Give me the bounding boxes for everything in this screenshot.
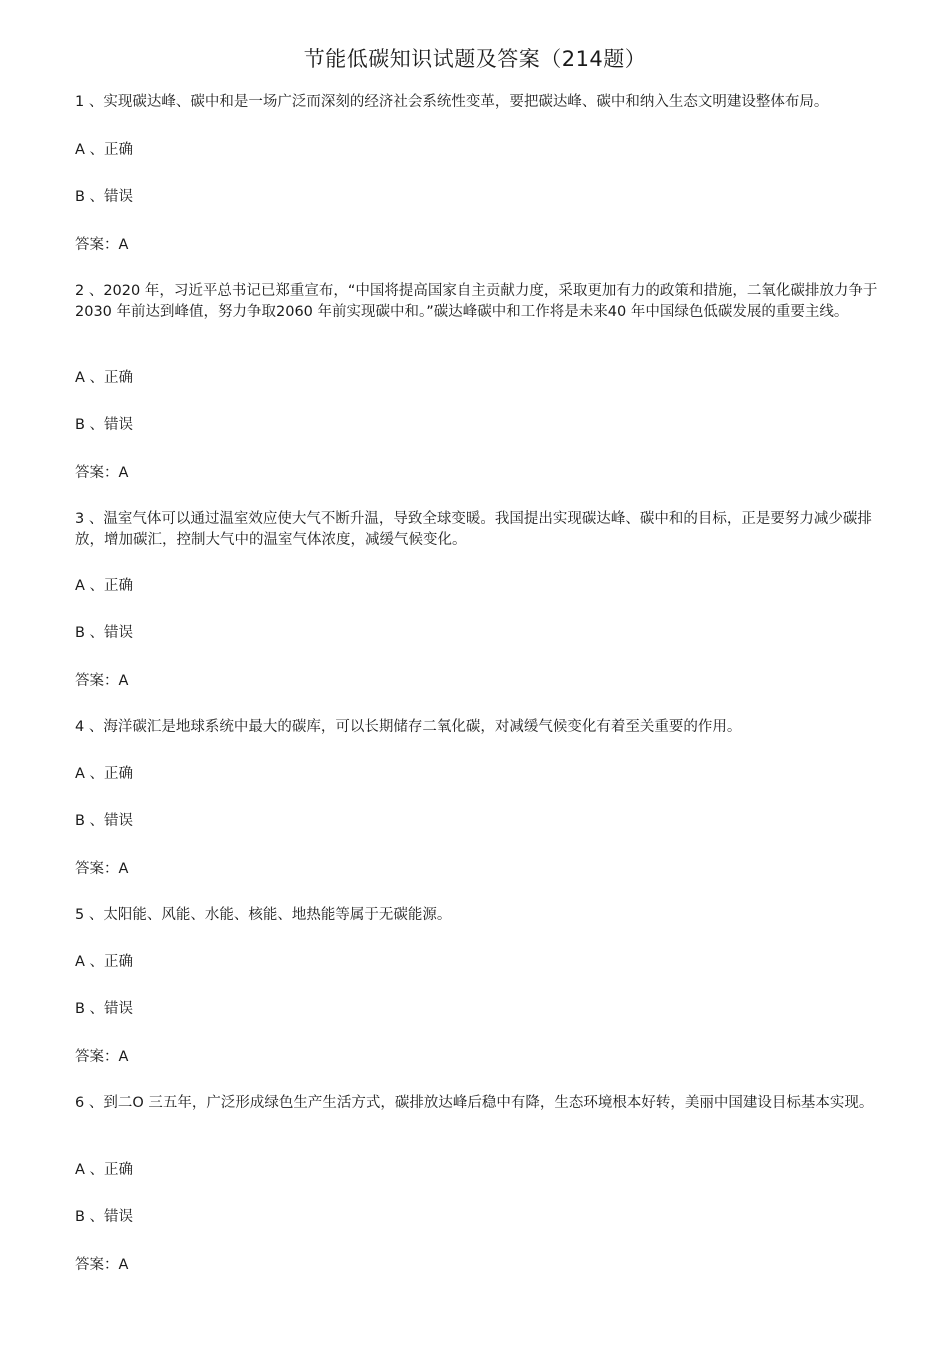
- question-1: [75, 92, 880, 253]
- option-a: A 、正确: [75, 766, 134, 782]
- option-a: A 、正确: [75, 142, 134, 158]
- question-text: 3 、温室气体可以通过温室效应使大气不断升温，导致全球变暖。我国提出实现碳达峰、碳中和的目标，正是要努力减少碳排放，增加碳汇，控制大气中的温室气体浓度，减缓气候变化。: [75, 511, 872, 548]
- question-text: 2 、2020 年，习近平总书记已郑重宣布，“中国将提高国家自主贡献力度，采取更加有力的政策和措施，二氧化碳排放力争于2030 年前达到峰值，努力争取2060 年前实现碳中和。”碳达峰碳中和工作将是未来40 年中国绿色低碳发展的重要主线。: [75, 283, 878, 320]
- option-a: A 、正确: [75, 954, 134, 970]
- question-text: 1 、实现碳达峰、碳中和是一场广泛而深刻的经济社会系统性变革，要把碳达峰、碳中和纳入生态文明建设整体布局。: [75, 94, 829, 110]
- document-title: 节能低碳知识试题及答案（214题）: [303, 47, 647, 71]
- question-6: [75, 1093, 880, 1273]
- answer: 答案：A: [75, 1257, 129, 1273]
- answer: 答案：A: [75, 1049, 129, 1065]
- question-text: 5 、太阳能、风能、水能、核能、地热能等属于无碳能源。: [75, 907, 452, 923]
- option-b: B 、错误: [75, 813, 134, 829]
- question-text: 6 、到二O 三五年，广泛形成绿色生产生活方式，碳排放达峰后稳中有降，生态环境根本好转，美丽中国建设目标基本实现。: [75, 1095, 874, 1111]
- option-b: B 、错误: [75, 189, 134, 205]
- option-b: B 、错误: [75, 1209, 134, 1225]
- option-b: B 、错误: [75, 625, 134, 641]
- question-4: [75, 717, 880, 877]
- question-3: [75, 509, 880, 689]
- answer: 答案：A: [75, 237, 129, 253]
- option-a: A 、正确: [75, 370, 134, 386]
- answer: 答案：A: [75, 465, 129, 481]
- answer: 答案：A: [75, 673, 129, 689]
- question-2: [75, 281, 880, 481]
- answer: 答案：A: [75, 861, 129, 877]
- option-b: B 、错误: [75, 417, 134, 433]
- option-a: A 、正确: [75, 578, 134, 594]
- option-b: B 、错误: [75, 1001, 134, 1017]
- question-5: [75, 905, 880, 1065]
- question-text: 4 、海洋碳汇是地球系统中最大的碳库，可以长期储存二氧化碳，对减缓气候变化有着至关重要的作用。: [75, 719, 742, 735]
- option-a: A 、正确: [75, 1162, 134, 1178]
